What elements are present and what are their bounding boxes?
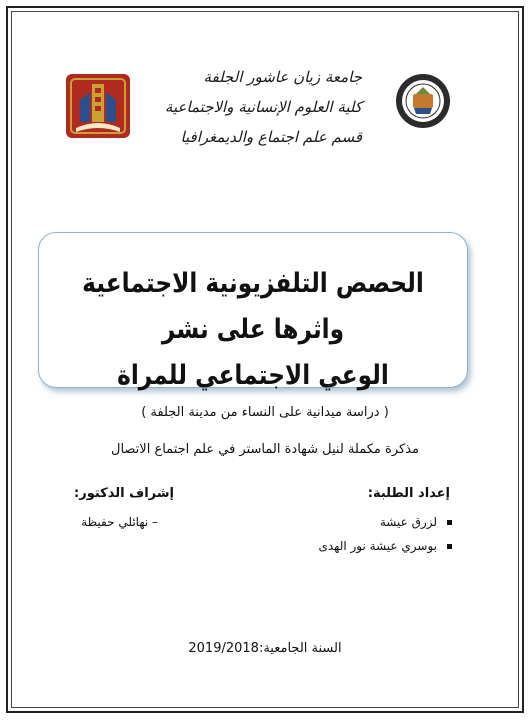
faculty-seal-icon (394, 72, 452, 130)
department-name: قسم علم اجتماع والديمغرافيا (180, 128, 362, 146)
bullet-icon (447, 520, 452, 525)
list-item (318, 534, 452, 558)
university-header (142, 62, 362, 152)
title-line-2: الوعي الاجتماعي للمراة (117, 360, 389, 391)
academic-year: السنة الجامعية:2019/2018 (188, 641, 342, 656)
title-box (38, 232, 468, 391)
supervisor-name: – نهائلي حفيظة (81, 515, 158, 529)
thesis-note: مذكرة مكملة لنيل شهادة الماستر في علم اجتماع الاتصال (111, 442, 419, 457)
student-name: بوسري عيشة نور الهدى (318, 539, 437, 553)
supervisor-label: إشراف الدكتور: (74, 486, 174, 501)
university-logo-icon (62, 70, 134, 142)
student-name: لزرق عيشة (379, 515, 437, 529)
faculty-name: كلية العلوم الإنسانية والاجتماعية (164, 98, 362, 116)
students-list (318, 510, 452, 558)
thesis-title (69, 261, 437, 399)
study-note: ( دراسة ميدانية على النساء من مدينة الجلفة ) (141, 405, 389, 420)
bullet-icon (447, 544, 452, 549)
students-label: إعداد الطلبة: (367, 486, 450, 501)
university-name: جامعة زيان عاشور الجلفة (203, 68, 362, 86)
list-item (318, 510, 452, 534)
title-line-1: الحصص التلفزيونية الاجتماعية واثرها على نشر (82, 268, 424, 345)
